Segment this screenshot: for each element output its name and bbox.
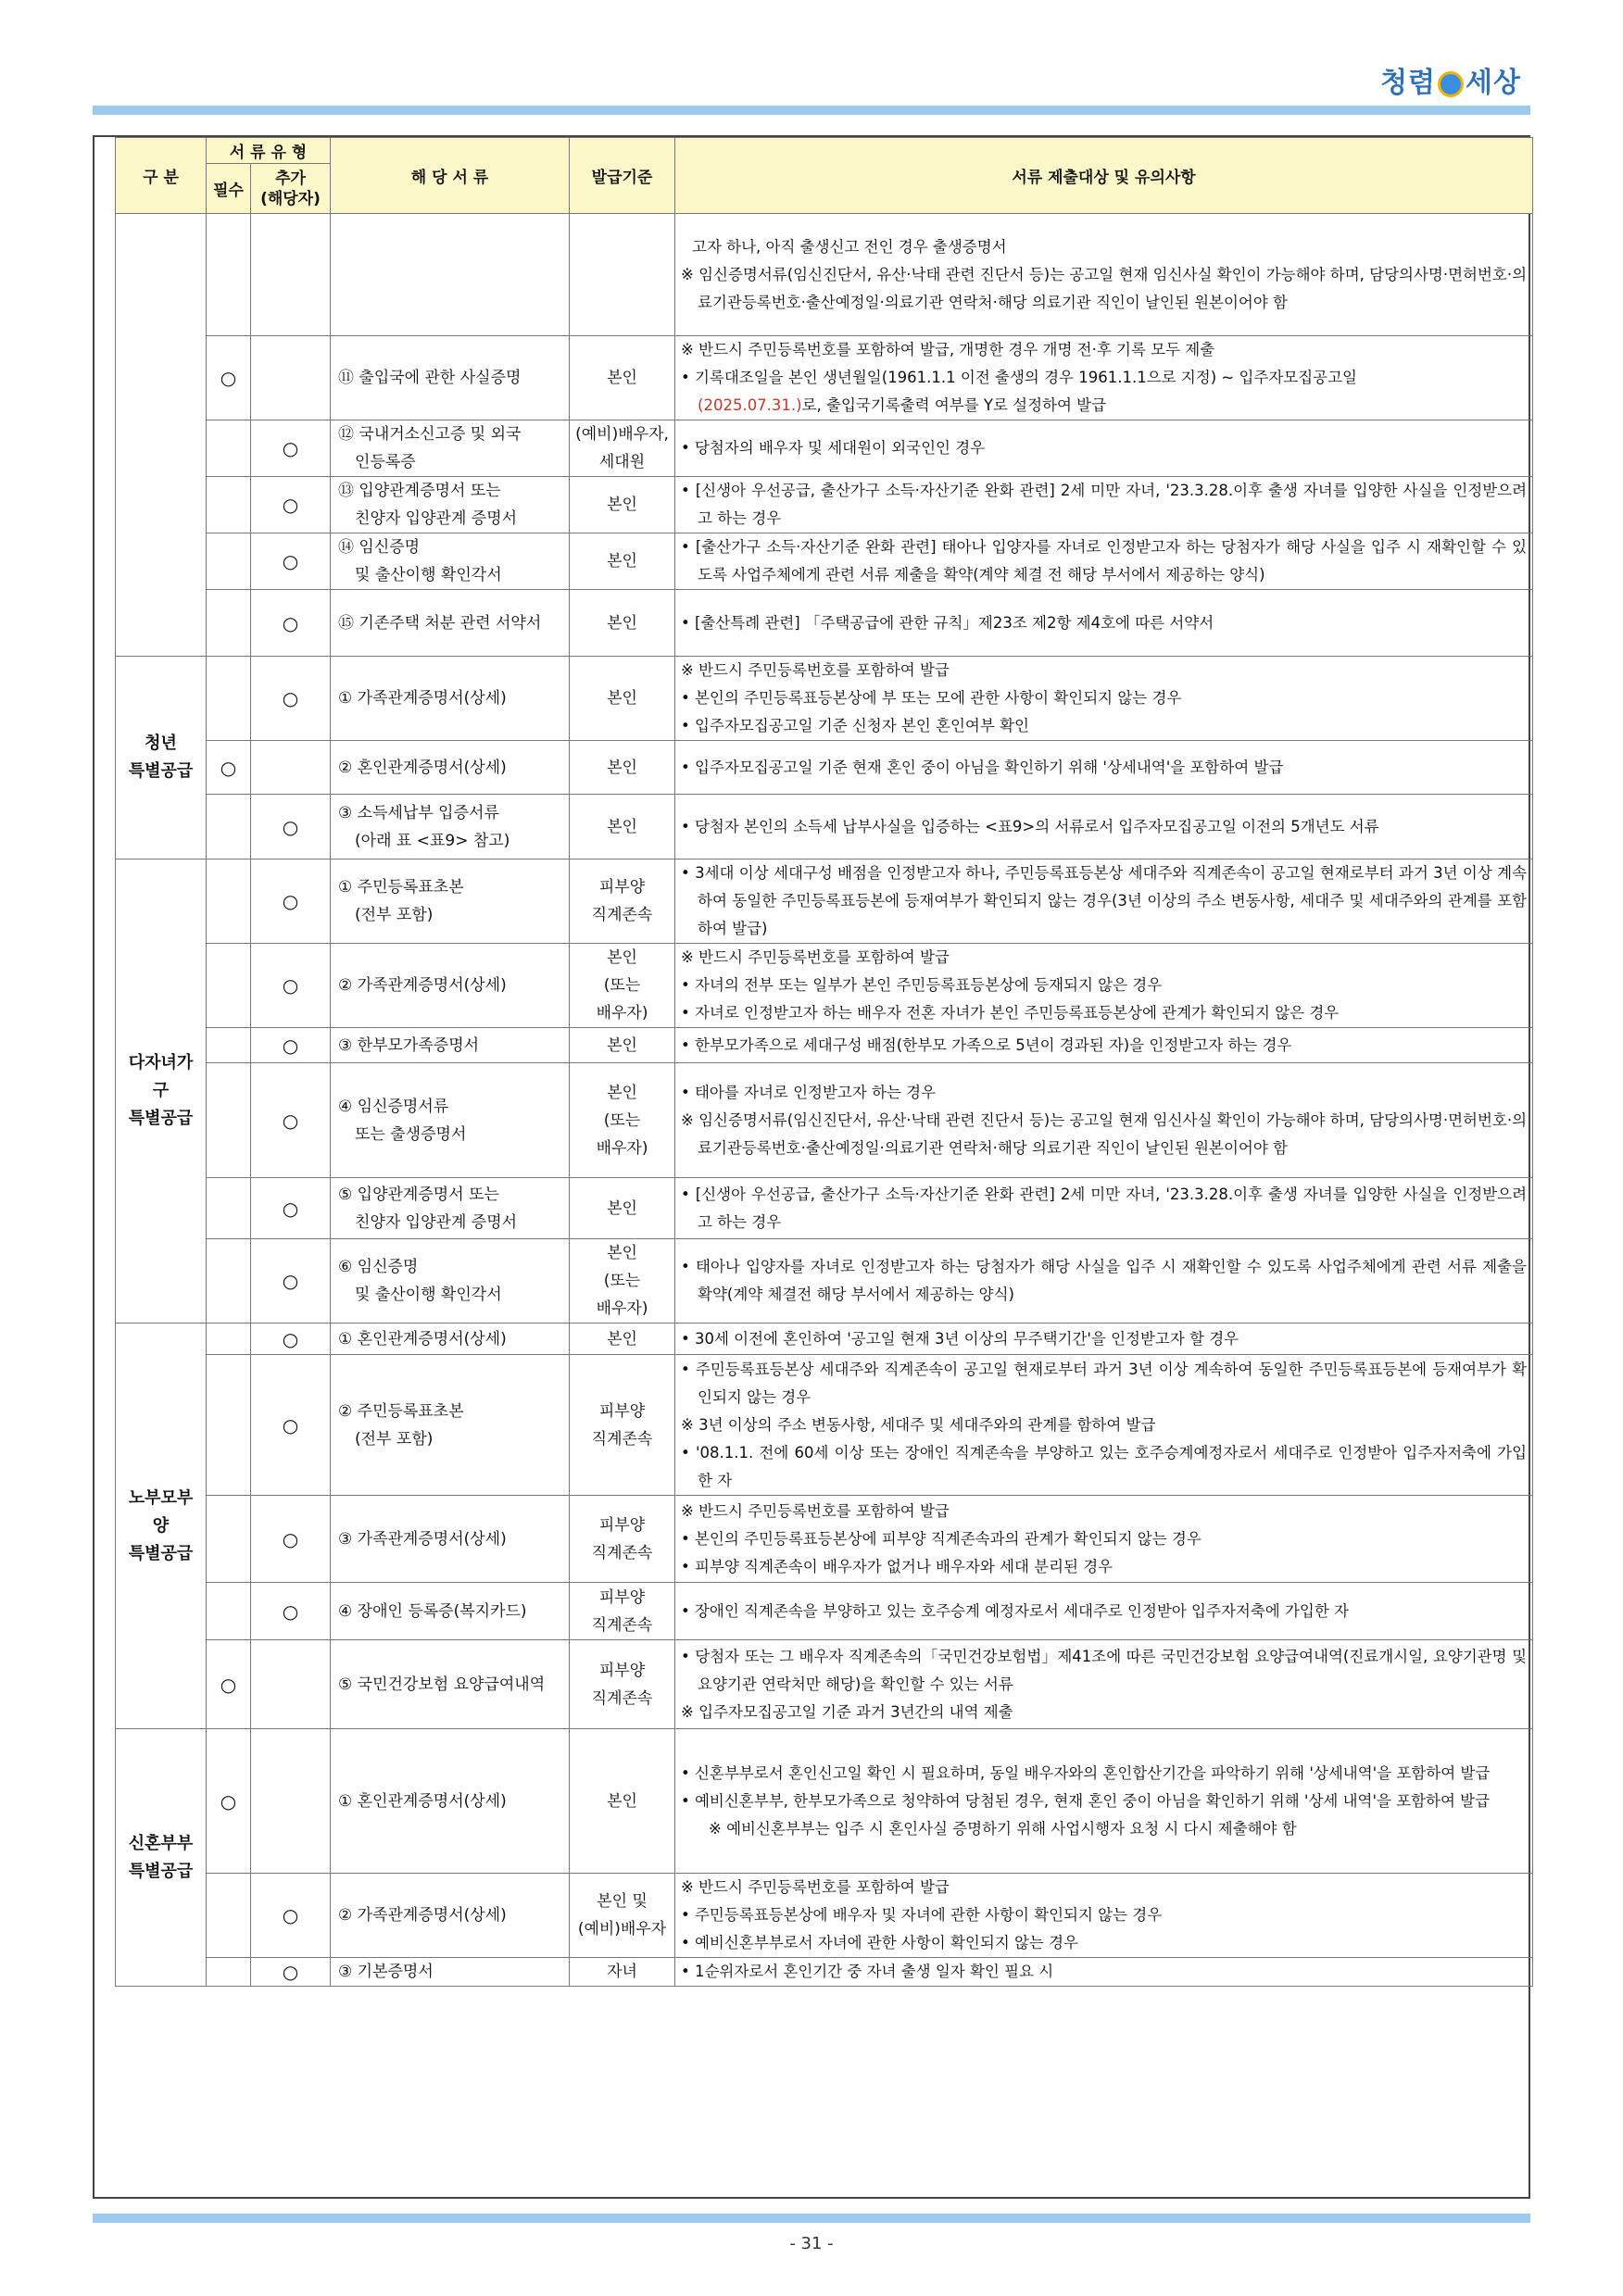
notes-line: • [신생아 우선공급, 출산가구 소득·자산기준 완화 관련] 2세 미만 자녀, '23.3.28.이후 출생 자녀를 입양한 사실을 인정받으려고 하는 경우 bbox=[681, 482, 1528, 527]
issue-basis: 피부양 직계존속 bbox=[570, 1496, 675, 1583]
document-name bbox=[331, 1355, 570, 1496]
document-name bbox=[331, 741, 570, 795]
issue-basis: 피부양 직계존속 bbox=[570, 1355, 675, 1496]
notes-cell bbox=[675, 944, 1533, 1028]
document-name-sub: 친양자 입양관계 증명서 bbox=[355, 1212, 518, 1232]
document-name-line: ② 가족관계증명서(상세) bbox=[338, 976, 507, 995]
notes-line: • 장애인 직계존속을 부양하고 있는 호주승계 예정자로서 세대주로 인정받아 입주자저축에 가입한 자 bbox=[681, 1601, 1349, 1620]
document-name-line: ④ 임신증명서류 bbox=[338, 1097, 449, 1116]
group-label bbox=[116, 1729, 207, 1987]
notes-cell bbox=[675, 1958, 1533, 1987]
required-mark: ○ bbox=[207, 741, 251, 795]
required-mark bbox=[207, 1583, 251, 1640]
document-name bbox=[331, 1729, 570, 1874]
document-name bbox=[331, 859, 570, 944]
document-name bbox=[331, 420, 570, 477]
notes-line: • 자녀의 전부 또는 일부가 본인 주민등록표등본상에 등재되지 않은 경우 bbox=[681, 976, 1163, 994]
additional-mark: ○ bbox=[251, 1583, 331, 1640]
document-name-line: ⑤ 국민건강보험 요양급여내역 bbox=[338, 1675, 546, 1694]
table-row bbox=[116, 1729, 1533, 1874]
required-mark bbox=[207, 795, 251, 859]
header-basis: 발급기준 bbox=[570, 138, 675, 214]
notes-cell bbox=[675, 1874, 1533, 1958]
notes-cell bbox=[675, 214, 1533, 336]
document-name bbox=[331, 1028, 570, 1063]
additional-mark: ○ bbox=[251, 533, 331, 590]
document-name-line: ③ 소득세납부 입증서류 bbox=[338, 803, 499, 822]
issue-basis: 본인 (또는 배우자) bbox=[570, 1063, 675, 1178]
notes-line: • 예비신혼부부, 한부모가족으로 청약하여 당첨된 경우, 현재 혼인 중이 아님을 확인하기 위해 '상세 내역'을 포함하여 발급 bbox=[681, 1791, 1491, 1810]
document-name bbox=[331, 657, 570, 741]
notes-line: ※ 반드시 주민등록번호를 포함하여 발급 bbox=[681, 661, 950, 679]
additional-mark bbox=[251, 336, 331, 420]
document-name bbox=[331, 1063, 570, 1178]
notes-cell bbox=[675, 1028, 1533, 1063]
document-name bbox=[331, 1496, 570, 1583]
document-name-line: ① 가족관계증명서(상세) bbox=[338, 689, 507, 708]
notes-line: • 기록대조일을 본인 생년월일(1961.1.1 이전 출생의 경우 1961.1.1으로 지정) ~ 입주자모집공고일 bbox=[681, 369, 1357, 386]
notes-line: ※ 3년 이상의 주소 변동사항, 세대주 및 세대주와의 관계를 함하여 발급 bbox=[681, 1415, 1156, 1434]
table-row bbox=[116, 1355, 1533, 1496]
notes-line: • 당첨자의 배우자 및 세대원이 외국인인 경우 bbox=[681, 439, 986, 457]
issue-basis: 본인 (또는 배우자) bbox=[570, 1239, 675, 1324]
header-additional: 추가 (해당자) bbox=[251, 164, 331, 214]
group-label-line: 노부모부양 bbox=[128, 1487, 194, 1536]
additional-mark: ○ bbox=[251, 1874, 331, 1958]
group-label-line: 다자녀가구 bbox=[128, 1053, 194, 1100]
notes-line: • 본인의 주민등록표등본상에 부 또는 모에 관한 사항이 확인되지 않는 경우 bbox=[681, 689, 1182, 707]
notes-line: • 1순위자로서 혼인기간 중 자녀 출생 일자 확인 필요 시 bbox=[681, 1963, 1054, 1980]
group-label bbox=[116, 657, 207, 859]
document-name-line: ② 가족관계증명서(상세) bbox=[338, 1906, 507, 1925]
notes-line: • 주민등록표등본상 세대주와 직계존속이 공고일 현재로부터 과거 3년 이상 계속하여 동일한 주민등록표등본에 등재여부가 확인되지 않는 경우 bbox=[681, 1360, 1528, 1406]
notes-cell bbox=[675, 741, 1533, 795]
document-name-sub: 인등록증 bbox=[355, 453, 416, 471]
document-name bbox=[331, 1178, 570, 1239]
notes-line: ※ 입주자모집공고일 기준 과거 3년간의 내역 제출 bbox=[681, 1702, 1013, 1721]
issue-basis: 피부양 직계존속 bbox=[570, 859, 675, 944]
logo-text-left: 청렴 bbox=[1380, 67, 1437, 99]
additional-mark: ○ bbox=[251, 1958, 331, 1987]
required-mark bbox=[207, 477, 251, 533]
notes-cell bbox=[675, 657, 1533, 741]
additional-mark bbox=[251, 1640, 331, 1729]
additional-mark: ○ bbox=[251, 1028, 331, 1063]
document-name-sub: (전부 포함) bbox=[355, 1429, 434, 1449]
required-mark bbox=[207, 1063, 251, 1178]
document-name-line: ⑫ 국내거소신고증 및 외국 bbox=[338, 425, 522, 444]
notes-cell bbox=[675, 477, 1533, 533]
table-row bbox=[116, 214, 1533, 336]
header-band bbox=[93, 106, 1530, 115]
document-name-line: ② 혼인관계증명서(상세) bbox=[338, 758, 507, 777]
group-label-line: 특별공급 bbox=[128, 761, 194, 781]
additional-mark: ○ bbox=[251, 795, 331, 859]
notes-cell bbox=[675, 336, 1533, 420]
document-frame bbox=[93, 135, 1530, 2199]
required-mark: ○ bbox=[207, 1729, 251, 1874]
table-row bbox=[116, 533, 1533, 590]
notes-line: • [출산특례 관련] 「주택공급에 관한 규칙」제23조 제2항 제4호에 따른 서약서 bbox=[681, 613, 1214, 632]
notes-line: • 신혼부부로서 혼인신고일 확인 시 필요하며, 동일 배우자와의 혼인합산기간을 파악하기 위해 '상세내역'을 포함하여 발급 bbox=[681, 1763, 1491, 1782]
required-mark bbox=[207, 590, 251, 657]
deadline-date: (2025.07.31.) bbox=[698, 396, 802, 414]
document-name-line: ③ 한부모가족증명서 bbox=[338, 1035, 480, 1055]
table-row bbox=[116, 420, 1533, 477]
table-row bbox=[116, 1583, 1533, 1640]
logo-emblem-icon bbox=[1438, 71, 1464, 97]
document-name bbox=[331, 533, 570, 590]
required-mark bbox=[207, 1028, 251, 1063]
notes-line: • 30세 이전에 혼인하여 '공고일 현재 3년 이상의 무주택기간'을 인정받고자 할 경우 bbox=[681, 1329, 1239, 1348]
issue-basis: 본인 bbox=[570, 1178, 675, 1239]
table-row bbox=[116, 1958, 1533, 1987]
additional-mark bbox=[251, 741, 331, 795]
group-label-line: 특별공급 bbox=[128, 1109, 194, 1128]
document-name-line: ③ 가족관계증명서(상세) bbox=[338, 1529, 507, 1549]
footer-band bbox=[93, 2214, 1530, 2223]
notes-line: • 태아나 입양자를 자녀로 인정받고자 하는 당첨자가 해당 사실을 입주 시 재확인할 수 있도록 사업주체에게 관련 서류 제출을 확약(계약 체결전 해당 부서에서 제공하는 양식) bbox=[681, 1258, 1528, 1303]
document-name-line: ① 주민등록표초본 bbox=[338, 878, 464, 897]
document-name bbox=[331, 590, 570, 657]
document-name-line: ⑤ 입양관계증명서 또는 bbox=[338, 1185, 499, 1204]
document-name-line: ③ 기본증명서 bbox=[338, 1963, 434, 1981]
header-doc-type: 서 류 유 형 bbox=[207, 138, 331, 164]
notes-line: • 피부양 직계존속이 배우자가 없거나 배우자와 세대 분리된 경우 bbox=[681, 1557, 1113, 1575]
table-row bbox=[116, 1640, 1533, 1729]
additional-mark bbox=[251, 1729, 331, 1874]
notes-line: • 입주자모집공고일 기준 현재 혼인 중이 아님을 확인하기 위해 '상세내역'을 포함하여 발급 bbox=[681, 758, 1284, 776]
notes-cell bbox=[675, 1355, 1533, 1496]
group-label-line: 특별공급 bbox=[128, 1543, 194, 1563]
document-name bbox=[331, 477, 570, 533]
notes-line: • 주민등록표등본상에 배우자 및 자녀에 관한 사항이 확인되지 않는 경우 bbox=[681, 1906, 1163, 1924]
issue-basis: 본인 (또는 배우자) bbox=[570, 944, 675, 1028]
group-cell-continued bbox=[116, 214, 207, 657]
table-row bbox=[116, 741, 1533, 795]
notes-line: • 예비신혼부부로서 자녀에 관한 사항이 확인되지 않는 경우 bbox=[681, 1934, 1078, 1951]
document-name bbox=[331, 336, 570, 420]
required-mark bbox=[207, 1958, 251, 1987]
notes-line: • [출산가구 소득·자산기준 완화 관련] 태아나 입양자를 자녀로 인정받고자 하는 당첨자가 해당 사실을 입주 시 재확인할 수 있도록 사업주체에게 관련 서류 제출을 확약(계약 체결 전 해당 부서에서 제공하는 양식) bbox=[681, 538, 1528, 583]
table-row bbox=[116, 1063, 1533, 1178]
table-row bbox=[116, 1496, 1533, 1583]
header-document: 해 당 서 류 bbox=[331, 138, 570, 214]
notes-line: ※ 반드시 주민등록번호를 포함하여 발급 bbox=[681, 1878, 950, 1896]
document-name-line: ⑬ 입양관계증명서 또는 bbox=[338, 482, 501, 500]
issue-basis: 본인 bbox=[570, 533, 675, 590]
issue-basis: 본인 bbox=[570, 741, 675, 795]
issue-basis: 본인 bbox=[570, 657, 675, 741]
issue-basis: 본인 bbox=[570, 795, 675, 859]
notes-text: 로, 출입국기록출력 여부를 Y로 설정하여 발급 bbox=[801, 396, 1107, 414]
table-row bbox=[116, 1028, 1533, 1063]
notes-line: • 3세대 이상 세대구성 배점을 인정받고자 하나, 주민등록표등본상 세대주와 직계존속이 공고일 현재로부터 과거 3년 이상 계속하여 동일한 주민등록표등본에 등재여부가 확인되지 않는 경우(3년 이상의 주소 변동사항, 세대주 및 세대주와의 관계를 포함하여 발급) bbox=[681, 864, 1528, 937]
notes-cell bbox=[675, 420, 1533, 477]
required-mark bbox=[207, 1496, 251, 1583]
document-name-line: ② 주민등록표초본 bbox=[338, 1401, 464, 1421]
required-mark: ○ bbox=[207, 336, 251, 420]
notes-cell bbox=[675, 1583, 1533, 1640]
document-name-line: ④ 장애인 등록증(복지카드) bbox=[338, 1601, 527, 1621]
table-row bbox=[116, 336, 1533, 420]
document-name bbox=[331, 1640, 570, 1729]
notes-line: • 당첨자 또는 그 배우자 직계존속의「국민건강보험법」제41조에 따른 국민건강보험 요양급여내역(진료개시일, 요양기관명 및 요양기관 연락처만 해당)을 확인할 수 있는 서류 bbox=[681, 1647, 1528, 1693]
document-name bbox=[331, 1958, 570, 1987]
required-mark: ○ bbox=[207, 1640, 251, 1729]
table-row bbox=[116, 1324, 1533, 1355]
notes-line: ※ 임신증명서류(임신진단서, 유산·낙태 관련 진단서 등)는 공고일 현재 임신사실 확인이 가능해야 하며, 담당의사명·면허번호·의료기관등록번호·출산예정일·의료기관 연락처·해당 의료기관 직인이 날인된 원본이어야 함 bbox=[681, 265, 1528, 311]
table-row bbox=[116, 477, 1533, 533]
header-notes: 서류 제출대상 및 유의사항 bbox=[675, 138, 1533, 214]
notes-cell bbox=[675, 1324, 1533, 1355]
issue-basis: 본인 bbox=[570, 1028, 675, 1063]
notes-cell bbox=[675, 1729, 1533, 1874]
issue-basis: 본인 및 (예비)배우자 bbox=[570, 1874, 675, 1958]
required-mark bbox=[207, 1355, 251, 1496]
logo-text-right: 세상 bbox=[1466, 67, 1521, 99]
notes-cell bbox=[675, 1063, 1533, 1178]
additional-mark: ○ bbox=[251, 477, 331, 533]
table-row bbox=[116, 590, 1533, 657]
additional-mark: ○ bbox=[251, 859, 331, 944]
notes-line: • '08.1.1. 전에 60세 이상 또는 장애인 직계존속을 부양하고 있는 호주승계예정자로서 세대주로 인정받아 입주자저축에 가입한 자 bbox=[681, 1443, 1528, 1489]
required-mark bbox=[207, 944, 251, 1028]
additional-mark: ○ bbox=[251, 1496, 331, 1583]
issue-basis: (예비)배우자, 세대원 bbox=[570, 420, 675, 477]
additional-mark: ○ bbox=[251, 1063, 331, 1178]
header-category: 구 분 bbox=[116, 138, 207, 214]
logo bbox=[1380, 59, 1521, 100]
header-required: 필수 bbox=[207, 164, 251, 214]
document-name bbox=[331, 944, 570, 1028]
additional-mark: ○ bbox=[251, 590, 331, 657]
page-number: - 31 - bbox=[789, 2234, 834, 2253]
notes-cell bbox=[675, 795, 1533, 859]
additional-mark: ○ bbox=[251, 657, 331, 741]
notes-line: • [신생아 우선공급, 출산가구 소득·자산기준 완화 관련] 2세 미만 자녀, '23.3.28.이후 출생 자녀를 입양한 사실을 인정받으려고 하는 경우 bbox=[681, 1185, 1528, 1231]
document-name-sub: 및 출산이행 확인각서 bbox=[355, 566, 502, 584]
table-row bbox=[116, 1178, 1533, 1239]
additional-mark: ○ bbox=[251, 420, 331, 477]
issue-basis: 본인 bbox=[570, 1324, 675, 1355]
document-name bbox=[331, 1239, 570, 1324]
additional-mark: ○ bbox=[251, 1239, 331, 1324]
issue-basis: 피부양 직계존속 bbox=[570, 1640, 675, 1729]
notes-line: • 당첨자 본인의 소득세 납부사실을 입증하는 <표9>의 서류로서 입주자모집공고일 이전의 5개년도 서류 bbox=[681, 817, 1379, 835]
required-mark bbox=[207, 859, 251, 944]
notes-cell bbox=[675, 1496, 1533, 1583]
document-name-line: ① 혼인관계증명서(상세) bbox=[338, 1329, 507, 1349]
document-name-line: ⑮ 기존주택 처분 관련 서약서 bbox=[338, 613, 542, 633]
notes-cell bbox=[675, 1640, 1533, 1729]
notes-line: ※ 예비신혼부부는 입주 시 혼인사실 증명하기 위해 사업시행자 요청 시 다시 제출해야 함 bbox=[709, 1819, 1297, 1838]
group-label bbox=[116, 1324, 207, 1729]
notes-line: ※ 임신증명서류(임신진단서, 유산·낙태 관련 진단서 등)는 공고일 현재 임신사실 확인이 가능해야 하며, 담당의사명·면허번호·의료기관등록번호·출산예정일·의료기관 연락처·해당 의료기관 직인이 날인된 원본이어야 함 bbox=[681, 1110, 1528, 1157]
required-mark bbox=[207, 1324, 251, 1355]
document-name-sub: (아래 표 <표9> 참고) bbox=[355, 831, 510, 850]
notes-cell bbox=[675, 1239, 1533, 1324]
notes-cell bbox=[675, 859, 1533, 944]
group-label-line: 청년 bbox=[145, 734, 177, 753]
notes-line: • 입주자모집공고일 기준 신청자 본인 혼인여부 확인 bbox=[681, 717, 1029, 734]
table-row bbox=[116, 795, 1533, 859]
issue-basis: 본인 bbox=[570, 477, 675, 533]
document-name bbox=[331, 795, 570, 859]
required-mark bbox=[207, 1178, 251, 1239]
notes-line: ※ 반드시 주민등록번호를 포함하여 발급, 개명한 경우 개명 전·후 기록 모두 제출 bbox=[681, 341, 1215, 358]
document-name bbox=[331, 1324, 570, 1355]
table-row bbox=[116, 944, 1533, 1028]
documents-table bbox=[115, 137, 1533, 1987]
issue-basis: 본인 bbox=[570, 336, 675, 420]
document-name bbox=[331, 1874, 570, 1958]
notes-line bbox=[681, 392, 1527, 420]
notes-line: • 한부모가족으로 세대구성 배점(한부모 가족으로 5년이 경과된 자)을 인정받고자 하는 경우 bbox=[681, 1035, 1292, 1054]
required-mark bbox=[207, 420, 251, 477]
notes-line: ※ 반드시 주민등록번호를 포함하여 발급 bbox=[681, 948, 950, 966]
required-mark bbox=[207, 1874, 251, 1958]
document-name-sub: (전부 포함) bbox=[355, 906, 434, 924]
group-label bbox=[116, 859, 207, 1324]
document-name-sub: 또는 출생증명서 bbox=[355, 1124, 467, 1144]
document-name-line: ⑭ 임신증명 bbox=[338, 538, 421, 557]
table-row bbox=[116, 657, 1533, 741]
additional-mark: ○ bbox=[251, 1178, 331, 1239]
required-mark bbox=[207, 1239, 251, 1324]
document-name-line: ⑥ 임신증명 bbox=[338, 1258, 419, 1276]
additional-mark: ○ bbox=[251, 1324, 331, 1355]
notes-line: • 본인의 주민등록표등본상에 피부양 직계존속과의 관계가 확인되지 않는 경우 bbox=[681, 1529, 1202, 1548]
table-row bbox=[116, 859, 1533, 944]
table-row bbox=[116, 1239, 1533, 1324]
notes-line: • 자녀로 인정받고자 하는 배우자 전혼 자녀가 본인 주민등록표등본상에 관계가 확인되지 않은 경우 bbox=[681, 1004, 1340, 1022]
document-name-sub: 및 출산이행 확인각서 bbox=[355, 1286, 502, 1304]
additional-mark: ○ bbox=[251, 944, 331, 1028]
table-row bbox=[116, 1874, 1533, 1958]
notes-line: ※ 반드시 주민등록번호를 포함하여 발급 bbox=[681, 1501, 950, 1520]
notes-cell bbox=[675, 1178, 1533, 1239]
document-name bbox=[331, 1583, 570, 1640]
issue-basis: 피부양 직계존속 bbox=[570, 1583, 675, 1640]
notes-line: 고자 하나, 아직 출생신고 전인 경우 출생증명서 bbox=[692, 237, 1007, 256]
required-mark bbox=[207, 657, 251, 741]
issue-basis: 본인 bbox=[570, 590, 675, 657]
notes-cell bbox=[675, 533, 1533, 590]
group-label-line: 특별공급 bbox=[128, 1861, 194, 1881]
issue-basis: 본인 bbox=[570, 1729, 675, 1874]
document-name-line: ① 혼인관계증명서(상세) bbox=[338, 1791, 507, 1811]
notes-line: • 태아를 자녀로 인정받고자 하는 경우 bbox=[681, 1083, 937, 1101]
group-label-line: 신혼부부 bbox=[128, 1833, 194, 1853]
document-name-sub: 친양자 입양관계 증명서 bbox=[355, 509, 518, 528]
notes-cell bbox=[675, 590, 1533, 657]
document-name-line: ⑪ 출입국에 관한 사실증명 bbox=[338, 369, 522, 387]
required-mark bbox=[207, 533, 251, 590]
additional-mark: ○ bbox=[251, 1355, 331, 1496]
issue-basis: 자녀 bbox=[570, 1958, 675, 1987]
